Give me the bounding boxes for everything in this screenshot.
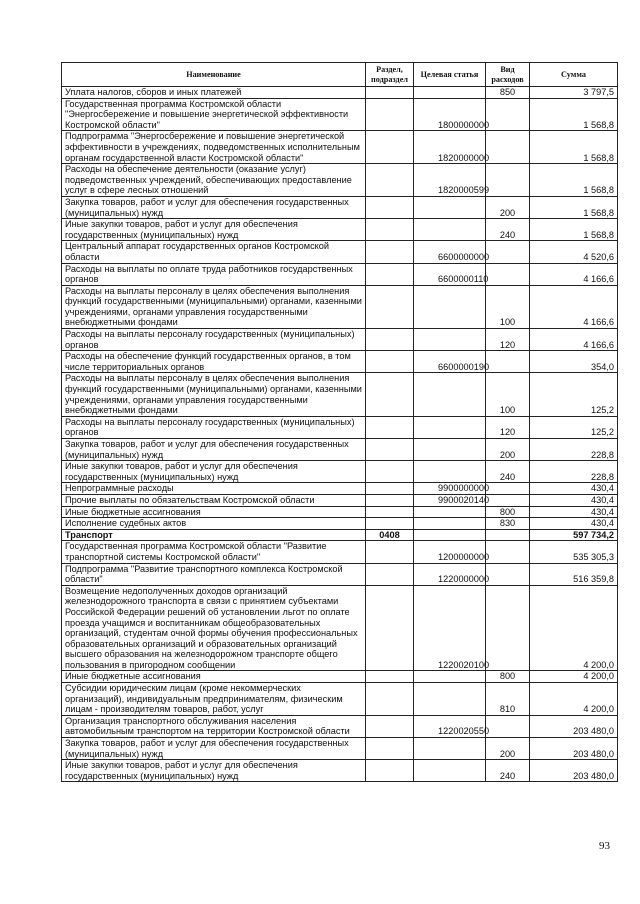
row-sum-cell: 516 359,8	[530, 563, 618, 585]
row-section-cell	[366, 506, 414, 518]
table-row	[62, 461, 618, 483]
row-target-cell	[414, 506, 486, 518]
table-row	[62, 164, 618, 197]
row-expense-type-cell: 800	[486, 671, 530, 683]
table-row	[62, 738, 618, 760]
row-expense-type-cell: 100	[486, 285, 530, 328]
row-expense-type-cell: 240	[486, 219, 530, 241]
budget-table	[61, 62, 618, 782]
row-section-cell	[366, 518, 414, 530]
row-expense-type-cell	[486, 483, 530, 495]
row-section-cell	[366, 416, 414, 438]
row-name-cell: Расходы на выплаты персоналу государственных (муниципальных) органов	[62, 416, 366, 438]
row-section-cell	[366, 541, 414, 563]
table-row	[62, 671, 618, 683]
row-section-cell	[366, 494, 414, 506]
header-target: Целевая статья	[414, 63, 486, 87]
table-row	[62, 439, 618, 461]
row-name-cell: Иные закупки товаров, работ и услуг для обеспечения государственных (муниципальных) нужд	[62, 760, 366, 782]
table-row	[62, 585, 618, 671]
row-name-cell: Расходы на обеспечение функций государственных органов, в том числе территориальных органов	[62, 351, 366, 373]
row-target-cell	[414, 416, 486, 438]
row-expense-type-cell: 100	[486, 373, 530, 416]
table-row	[62, 541, 618, 563]
row-target-cell: 1220020550	[414, 715, 486, 737]
row-section-cell	[366, 285, 414, 328]
row-name-cell: Возмещение недополученных доходов организаций железнодорожного транспорта в связи с принятием субъектами Российской Федерации решений об установлении льгот по оплате проезда учащимся и воспитанникам общеобразовательных организаций, студентам очной формы обучения профессиональных образовательных организаций и образовательных организаций высшего образования на железнодорожном транспорте общего пользования в пригородном сообщении	[62, 585, 366, 671]
row-target-cell	[414, 196, 486, 218]
row-sum-cell: 1 568,8	[530, 98, 618, 131]
table-row	[62, 98, 618, 131]
row-section-cell	[366, 164, 414, 197]
row-expense-type-cell	[486, 263, 530, 285]
row-sum-cell: 354,0	[530, 351, 618, 373]
row-expense-type-cell	[486, 241, 530, 263]
row-name-cell: Исполнение судебных актов	[62, 518, 366, 530]
row-expense-type-cell: 120	[486, 416, 530, 438]
table-row	[62, 416, 618, 438]
row-name-cell: Субсидии юридическим лицам (кроме некоммерческих организаций), индивидуальным предпринимателям, физическим лицам - производителям товаров, работ, услуг	[62, 683, 366, 716]
row-target-cell	[414, 518, 486, 530]
row-target-cell: 1820000000	[414, 131, 486, 164]
row-sum-cell: 125,2	[530, 373, 618, 416]
row-expense-type-cell: 120	[486, 329, 530, 351]
row-sum-cell: 4 166,6	[530, 329, 618, 351]
row-name-cell: Подпрограмма "Энергосбережение и повышение энергетической эффективности в учреждениях, подведомственных исполнительным органам государственной власти Костромской области"	[62, 131, 366, 164]
row-section-cell	[366, 738, 414, 760]
row-section-cell	[366, 585, 414, 671]
row-expense-type-cell	[486, 563, 530, 585]
row-section-cell: 0408	[366, 529, 414, 541]
row-target-cell: 9900000000	[414, 483, 486, 495]
header-expense-type: Вид расходов	[486, 63, 530, 87]
table-row	[62, 518, 618, 530]
row-target-cell	[414, 529, 486, 541]
row-expense-type-cell: 240	[486, 760, 530, 782]
table-row	[62, 506, 618, 518]
row-name-cell: Иные бюджетные ассигнования	[62, 506, 366, 518]
row-section-cell	[366, 241, 414, 263]
row-expense-type-cell: 200	[486, 738, 530, 760]
row-sum-cell: 4 200,0	[530, 683, 618, 716]
table-row	[62, 329, 618, 351]
row-sum-cell: 430,4	[530, 483, 618, 495]
row-expense-type-cell: 200	[486, 439, 530, 461]
row-sum-cell: 125,2	[530, 416, 618, 438]
row-expense-type-cell: 810	[486, 683, 530, 716]
table-row	[62, 494, 618, 506]
row-name-cell: Непрограммные расходы	[62, 483, 366, 495]
row-section-cell	[366, 131, 414, 164]
row-target-cell	[414, 87, 486, 99]
row-target-cell: 1200000000	[414, 541, 486, 563]
row-target-cell	[414, 738, 486, 760]
row-target-cell: 6600000000	[414, 241, 486, 263]
row-expense-type-cell: 200	[486, 196, 530, 218]
row-name-cell: Государственная программа Костромской области "Развитие транспортной системы Костромской области"	[62, 541, 366, 563]
row-target-cell	[414, 373, 486, 416]
header-sum: Сумма	[530, 63, 618, 87]
header-section: Раздел, подраздел	[366, 63, 414, 87]
row-section-cell	[366, 87, 414, 99]
row-target-cell	[414, 461, 486, 483]
row-sum-cell: 1 568,8	[530, 131, 618, 164]
table-row	[62, 219, 618, 241]
row-section-cell	[366, 563, 414, 585]
header-name: Наименование	[62, 63, 366, 87]
row-section-cell	[366, 671, 414, 683]
table-header	[62, 63, 618, 87]
row-target-cell	[414, 683, 486, 716]
row-sum-cell: 430,4	[530, 506, 618, 518]
row-expense-type-cell: 830	[486, 518, 530, 530]
row-section-cell	[366, 760, 414, 782]
row-section-cell	[366, 351, 414, 373]
row-expense-type-cell	[486, 131, 530, 164]
table-row	[62, 241, 618, 263]
row-name-cell: Уплата налогов, сборов и иных платежей	[62, 87, 366, 99]
row-section-cell	[366, 439, 414, 461]
row-section-cell	[366, 715, 414, 737]
row-target-cell: 1800000000	[414, 98, 486, 131]
row-expense-type-cell: 240	[486, 461, 530, 483]
row-sum-cell: 4 200,0	[530, 671, 618, 683]
row-sum-cell: 203 480,0	[530, 760, 618, 782]
row-target-cell: 6600000110	[414, 263, 486, 285]
row-sum-cell: 4 520,6	[530, 241, 618, 263]
row-name-cell: Закупка товаров, работ и услуг для обеспечения государственных (муниципальных) нужд	[62, 738, 366, 760]
row-target-cell: 1820000599	[414, 164, 486, 197]
row-sum-cell: 1 568,8	[530, 164, 618, 197]
row-name-cell: Организация транспортного обслуживания населения автомобильным транспортом на территории Костромской области	[62, 715, 366, 737]
row-target-cell	[414, 329, 486, 351]
row-name-cell: Расходы на выплаты персоналу в целях обеспечения выполнения функций государственными (муниципальными) органами, казенными учреждениями, органами управления государственными внебюджетными фондами	[62, 373, 366, 416]
row-target-cell: 9900020140	[414, 494, 486, 506]
table-row	[62, 87, 618, 99]
row-target-cell	[414, 219, 486, 241]
row-expense-type-cell	[486, 164, 530, 197]
row-name-cell: Иные закупки товаров, работ и услуг для обеспечения государственных (муниципальных) нужд	[62, 219, 366, 241]
row-expense-type-cell	[486, 494, 530, 506]
row-expense-type-cell	[486, 351, 530, 373]
table-row	[62, 715, 618, 737]
row-name-cell: Закупка товаров, работ и услуг для обеспечения государственных (муниципальных) нужд	[62, 196, 366, 218]
row-sum-cell: 4 166,6	[530, 263, 618, 285]
table-row	[62, 263, 618, 285]
row-section-cell	[366, 98, 414, 131]
row-name-cell: Государственная программа Костромской области "Энергосбережение и повышение энергетической эффективности Костромской области"	[62, 98, 366, 131]
row-section-cell	[366, 263, 414, 285]
table-row	[62, 373, 618, 416]
row-target-cell	[414, 439, 486, 461]
table-row	[62, 683, 618, 716]
row-section-cell	[366, 196, 414, 218]
row-target-cell: 1220000000	[414, 563, 486, 585]
row-name-cell: Расходы на обеспечение деятельности (оказание услуг) подведомственных учреждений, обеспечивающих предоставление услуг в сфере лесных отношений	[62, 164, 366, 197]
row-name-cell: Расходы на выплаты по оплате труда работников государственных органов	[62, 263, 366, 285]
row-sum-cell: 3 797,5	[530, 87, 618, 99]
row-target-cell: 6600000190	[414, 351, 486, 373]
row-name-cell: Расходы на выплаты персоналу в целях обеспечения выполнения функций государственными (муниципальными) органами, казенными учреждениями, органами управления государственными внебюджетными фондами	[62, 285, 366, 328]
page-number: 93	[599, 840, 610, 852]
table-row	[62, 760, 618, 782]
row-name-cell: Подпрограмма "Развитие транспортного комплекса Костромской области"	[62, 563, 366, 585]
row-expense-type-cell	[486, 585, 530, 671]
row-section-cell	[366, 483, 414, 495]
row-sum-cell: 430,4	[530, 518, 618, 530]
row-expense-type-cell	[486, 98, 530, 131]
table-row	[62, 285, 618, 328]
table-row	[62, 196, 618, 218]
row-expense-type-cell	[486, 715, 530, 737]
row-target-cell	[414, 285, 486, 328]
table-row	[62, 563, 618, 585]
row-expense-type-cell: 800	[486, 506, 530, 518]
header-row	[62, 63, 618, 87]
row-target-cell	[414, 671, 486, 683]
row-sum-cell: 1 568,8	[530, 196, 618, 218]
row-section-cell	[366, 373, 414, 416]
row-section-cell	[366, 683, 414, 716]
table-row	[62, 529, 618, 541]
row-name-cell: Закупка товаров, работ и услуг для обеспечения государственных (муниципальных) нужд	[62, 439, 366, 461]
table-row	[62, 131, 618, 164]
row-sum-cell: 203 480,0	[530, 715, 618, 737]
row-sum-cell: 430,4	[530, 494, 618, 506]
row-sum-cell: 1 568,8	[530, 219, 618, 241]
row-sum-cell: 228,8	[530, 439, 618, 461]
table-row	[62, 351, 618, 373]
row-name-cell: Центральный аппарат государственных органов Костромской области	[62, 241, 366, 263]
table-body	[62, 87, 618, 782]
row-sum-cell: 4 166,6	[530, 285, 618, 328]
row-expense-type-cell	[486, 541, 530, 563]
row-section-cell	[366, 329, 414, 351]
row-section-cell	[366, 461, 414, 483]
table-row	[62, 483, 618, 495]
row-expense-type-cell	[486, 529, 530, 541]
row-sum-cell: 535 305,3	[530, 541, 618, 563]
row-sum-cell: 4 200,0	[530, 585, 618, 671]
row-target-cell: 1220020100	[414, 585, 486, 671]
row-name-cell: Прочие выплаты по обязательствам Костромской области	[62, 494, 366, 506]
row-sum-cell: 597 734,2	[530, 529, 618, 541]
row-section-cell	[366, 219, 414, 241]
row-sum-cell: 203 480,0	[530, 738, 618, 760]
row-name-cell: Расходы на выплаты персоналу государственных (муниципальных) органов	[62, 329, 366, 351]
row-name-cell: Иные закупки товаров, работ и услуг для обеспечения государственных (муниципальных) нужд	[62, 461, 366, 483]
row-sum-cell: 228,8	[530, 461, 618, 483]
row-name-cell: Иные бюджетные ассигнования	[62, 671, 366, 683]
row-expense-type-cell: 850	[486, 87, 530, 99]
row-target-cell	[414, 760, 486, 782]
row-name-cell: Транспорт	[62, 529, 366, 541]
